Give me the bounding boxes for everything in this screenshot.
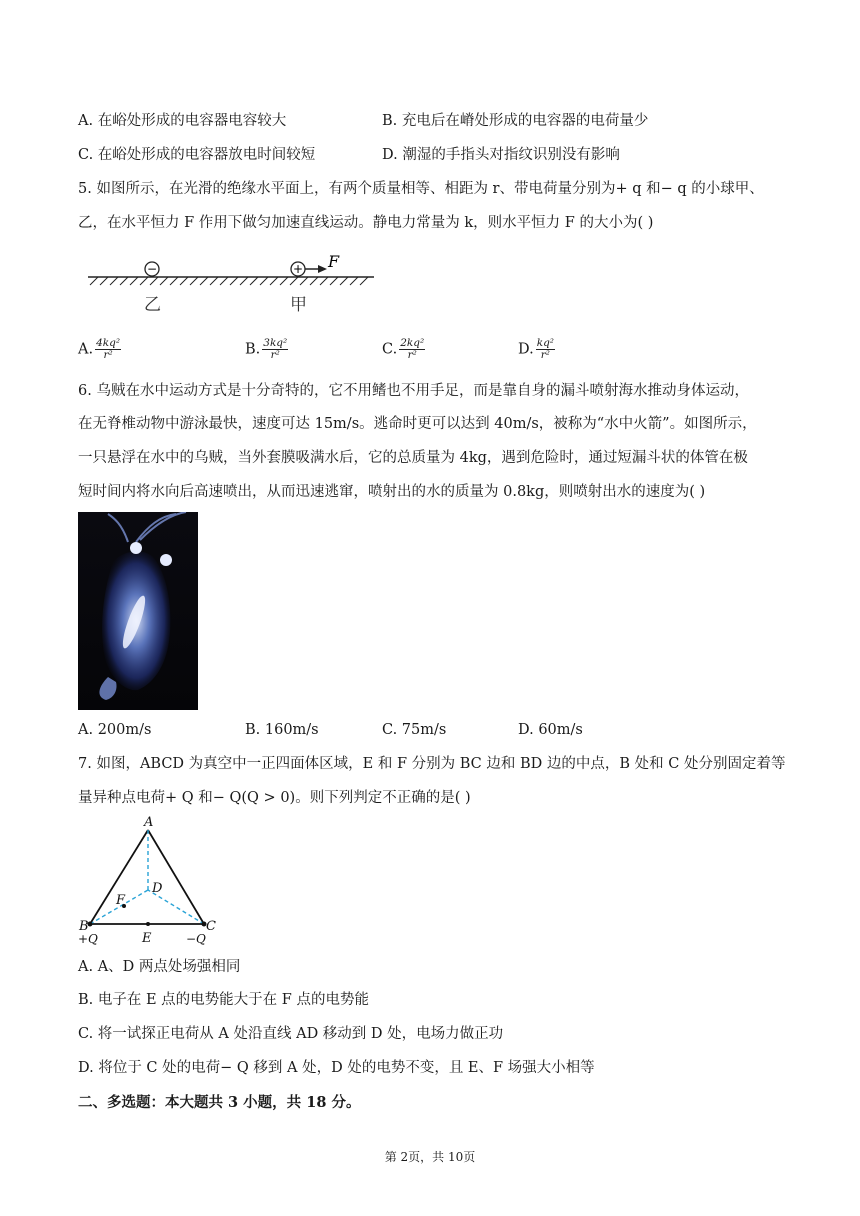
option-d-prev: D. 潮湿的手指头对指纹识别没有影响 xyxy=(382,147,620,163)
label-f: F xyxy=(116,893,126,908)
tetrahedron-figure xyxy=(76,812,236,948)
q5-figure xyxy=(84,250,384,318)
q6-stem-line3: 一只悬浮在水中的乌贼，当外套膜吸满水后，它的总质量为 4kg，遇到危险时，通过短漏斗状的体管在极 xyxy=(78,450,748,466)
q6-option-b: B. 160m/s xyxy=(245,722,319,738)
label-minus-q: −Q xyxy=(186,932,206,946)
edge-ab xyxy=(90,830,148,924)
ball-jia xyxy=(291,262,305,276)
q5-stem-line2: 乙，在水平恒力 F 作用下做匀加速直线运动。静电力常量为 k，则水平恒力 F 的大小为( ) xyxy=(78,215,654,231)
q6-option-c: C. 75m/s xyxy=(382,722,447,738)
label-d: D xyxy=(152,881,163,896)
label-e: E xyxy=(142,931,152,946)
q7-option-a: A. A、D 两点处场强相同 xyxy=(78,959,241,975)
option-a-prev: A. 在峪处形成的电容器电容较大 xyxy=(78,113,287,129)
label-b: B xyxy=(79,919,89,934)
q5-stem-line1: 5. 如图所示，在光滑的绝缘水平面上，有两个质量相等、相距为 r、带电荷量分别为+ q 和− q 的小球甲、 xyxy=(78,181,764,197)
q6-stem-line1: 6. 乌贼在水中运动方式是十分奇特的，它不用鳍也不用手足，而是靠自身的漏斗喷射海水推动身体运动， xyxy=(78,383,749,399)
q5-option-c: C. $\frac{\text{2kq²}}{\text{r²}}$ xyxy=(382,337,425,361)
q7-option-b: B. 电子在 E 点的电势能大于在 F 点的电势能 xyxy=(78,992,369,1008)
q5-option-a: A. $\frac{\text{4kq²}}{\text{r²}}$ xyxy=(78,337,121,361)
q7-option-c: C. 将一试探正电荷从 A 处沿直线 AD 移动到 D 处，电场力做正功 xyxy=(78,1026,504,1042)
q6-option-d: D. 60m/s xyxy=(518,722,583,738)
q5-option-d: D. $\frac{\text{kq²}}{\text{r²}}$ xyxy=(518,337,555,361)
label-jia: 甲 xyxy=(290,295,307,315)
ball-yi xyxy=(145,262,159,276)
q7-option-d: D. 将位于 C 处的电荷− Q 移到 A 处，D 处的电势不变，且 E、F 场强大小相等 xyxy=(78,1060,595,1076)
minus-sign: − xyxy=(146,262,158,276)
page-footer: 第 2页，共 10页 xyxy=(384,1150,476,1164)
q7-stem-line2: 量异种点电荷+ Q 和− Q(Q > 0)。则下列判定不正确的是( ) xyxy=(78,790,471,806)
plus-sign: + xyxy=(292,262,304,276)
force-label: F xyxy=(328,252,340,271)
point-e xyxy=(146,922,150,926)
squid-eye-right xyxy=(160,554,172,566)
squid-eye-left xyxy=(130,542,142,554)
label-c: C xyxy=(206,919,216,934)
option-b-prev: B. 充电后在嵴处形成的电容器的电荷量少 xyxy=(382,113,649,129)
label-yi: 乙 xyxy=(144,295,161,315)
ground-hatching xyxy=(90,277,368,285)
squid-photo xyxy=(78,512,198,710)
edge-ac xyxy=(148,830,204,924)
q6-stem-line2: 在无脊椎动物中游泳最快，速度可达 15m/s。逃命时更可以达到 40m/s，被称为“水中火箭”。如图所示， xyxy=(78,416,757,432)
section-heading-multiple-choice: 二、多选题：本大题共 3 小题，共 18 分。 xyxy=(78,1094,361,1111)
force-arrowhead xyxy=(318,265,327,273)
label-plus-q: +Q xyxy=(78,932,98,946)
q5-option-b: B. $\frac{\text{3kq²}}{\text{r²}}$ xyxy=(245,337,288,361)
q7-stem-line1: 7. 如图，ABCD 为真空中一正四面体区域，E 和 F 分别为 BC 边和 BD 边的中点，B 处和 C 处分别固定着等 xyxy=(78,756,786,772)
q6-option-a: A. 200m/s xyxy=(78,722,152,738)
label-a: A xyxy=(144,815,154,830)
option-c-prev: C. 在峪处形成的电容器放电时间较短 xyxy=(78,147,316,163)
q6-stem-line4: 短时间内将水向后高速喷出，从而迅速逃窜，喷射出的水的质量为 0.8kg，则喷射出水的速度为( ) xyxy=(78,484,706,500)
